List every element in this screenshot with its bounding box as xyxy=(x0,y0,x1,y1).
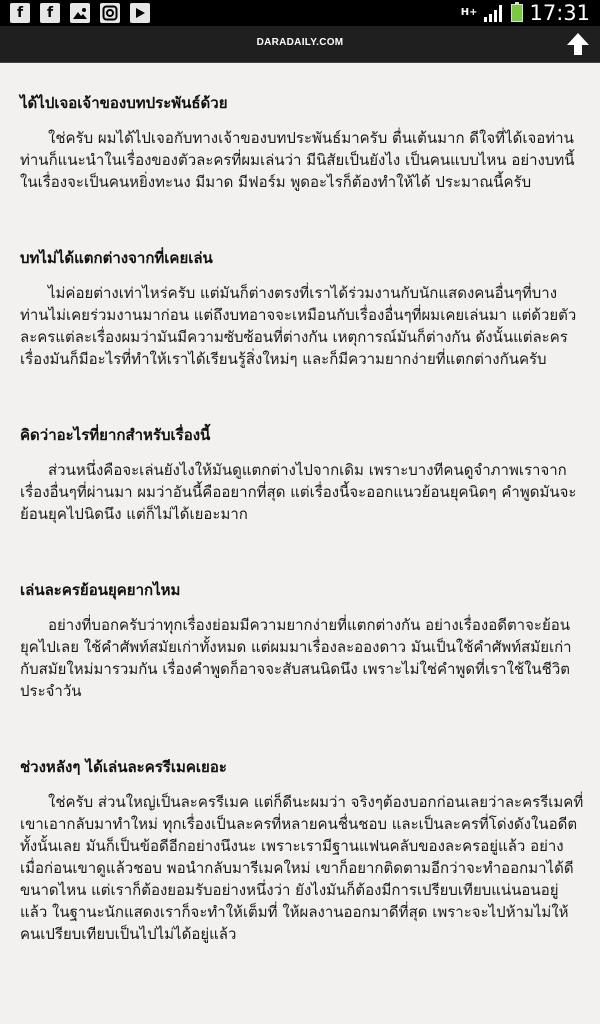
facebook-icon: f xyxy=(40,3,60,23)
section-body: ไม่ค่อยต่างเท่าไหร่ครับ แต่มันก็ต่างตรงที่เราได้ร่วมงานกับนักแสดงคนอื่นๆที่บางท่านไม่เคยร่วมงานมาก่อน แต่ถึงบทอาจจะเหมือนกับเรื่องอื่นๆที่ผมเคยเล่นมา แต่ด้วยตัวละครแต่ละเรื่องผมว่ามันมีความซับซ้อนที่ต่างกัน เหตุการณ์มันก็ต่างกัน ดังนั้นแต่ละครเรื่องมันก็มีอะไรที่ทำให้เราได้เรียนรู้สิ่งใหม่ๆ และก็มีความยากง่ายที่แตกต่างกันครับ xyxy=(20,284,577,368)
article-section xyxy=(20,425,584,525)
image-icon xyxy=(70,3,90,23)
signal-icon xyxy=(483,4,505,22)
section-heading: ช่วงหลังๆ ได้เล่นละครรีเมคเยอะ xyxy=(20,758,227,776)
section-heading: ได้ไปเจอเจ้าของบทประพันธ์ด้วย xyxy=(20,94,228,112)
article-section xyxy=(20,757,584,945)
section-heading: บทไม่ได้แตกต่างจากที่เคยเล่น xyxy=(20,249,213,267)
section-body: อย่างที่บอกครับว่าทุกเรื่องย่อมมีความยากง่ายที่แตกต่างกัน อย่างเรื่องอดีตาจะย้อนยุคไปเลย ใช้คำศัพท์สมัยเก่าทั้งหมด แต่ผมมาเรื่องละอองดาว มันเป็นใช้คำศัพท์สมัยเก่ากับสมัยใหม่มารวมกัน เรื่องคำพูดก็อาจจะสับสนนิดนึง เพราะไม่ใช่คำพูดที่เราใช้ในชีวิตประจำวัน xyxy=(20,616,572,700)
top-bar xyxy=(0,26,600,63)
section-body: ใช่ครับ ผมได้ไปเจอกับทางเจ้าของบทประพันธ์มาครับ ตื่นเต้นมาก ดีใจที่ได้เจอท่าน ท่านก็แนะนำในเรื่องของตัวละครที่ผมเล่นว่า มีนิสัยเป็นยังไง เป็นคนแบบไหน อย่างบทนี้ในเรื่องจะเป็นคนหยิ่งทะนง มีมาด มีฟอร์ม พูดอะไรก็ต้องทำให้ได้ ประมาณนี้ครับ xyxy=(20,129,575,191)
up-arrow-icon[interactable] xyxy=(564,30,592,58)
battery-icon xyxy=(511,4,523,22)
play-store-icon xyxy=(130,3,150,23)
section-heading: คิดว่าอะไรที่ยากสำหรับเรื่องนี้ xyxy=(20,426,211,444)
section-heading: เล่นละครย้อนยุคยากไหม xyxy=(20,581,181,599)
section-body: ใช่ครับ ส่วนใหญ่เป็นละครรีเมค แต่ก็ดีนะผมว่า จริงๆต้องบอกก่อนเลยว่าละครรีเมคที่เขาเอากลับมาทำใหม่ ทุกเรื่องเป็นละครที่หลายคนชื่นชอบ และเป็นละครที่โด่งดังในอดีตทั้งนั้นเลย มันก็เป็นข้อดีอีกอย่างนึงนะ เพราะเรามีฐานแฟนคลับของละครอยู่แล้ว อย่างเมื่อก่อนเขาดูแล้วชอบ พอนำกลับมารีเมคใหม่ เขาก็อยากติดตามอีกว่าจะทำออกมาได้ดีขนาดไหน แต่เราก็ต้องยอมรับอย่างหนึ่งว่า ยังไงมันก็ต้องมีการเปรียบเทียบแน่นอนอยู่แล้ว ในฐานะนักแสดงเราก็จะทำให้เต็มที่ ให้ผลงานออกมาดีที่สุด เพราะจะไปห้ามไม่ให้คนเปรียบเทียบเป็นไปไม่ได้อยู่แล้ว xyxy=(20,793,584,943)
status-bar xyxy=(0,0,600,26)
article-section xyxy=(20,93,584,193)
section-body: ส่วนหนึ่งคือจะเล่นยังไงให้มันดูแตกต่างไปจากเดิม เพราะบางทีคนดูจำภาพเราจากเรื่องอื่นๆที่ผ่านมา ผมว่าอันนี้คืออยากที่สุด แต่เรื่องนี้จะออกแนวย้อนยุคนิดๆ คำพูดมันจะย้อนยุคไปนิดนึง แต่ก็ไม่ได้เยอะมาก xyxy=(20,461,577,523)
article-section xyxy=(20,248,584,370)
network-type: H+ xyxy=(460,7,478,18)
clock: 17:31 xyxy=(529,1,590,25)
facebook-icon: f xyxy=(10,3,30,23)
article-content xyxy=(20,62,584,945)
site-title: DARADAILY.COM xyxy=(256,37,344,48)
article-section xyxy=(20,580,584,702)
instagram-icon xyxy=(100,3,120,23)
